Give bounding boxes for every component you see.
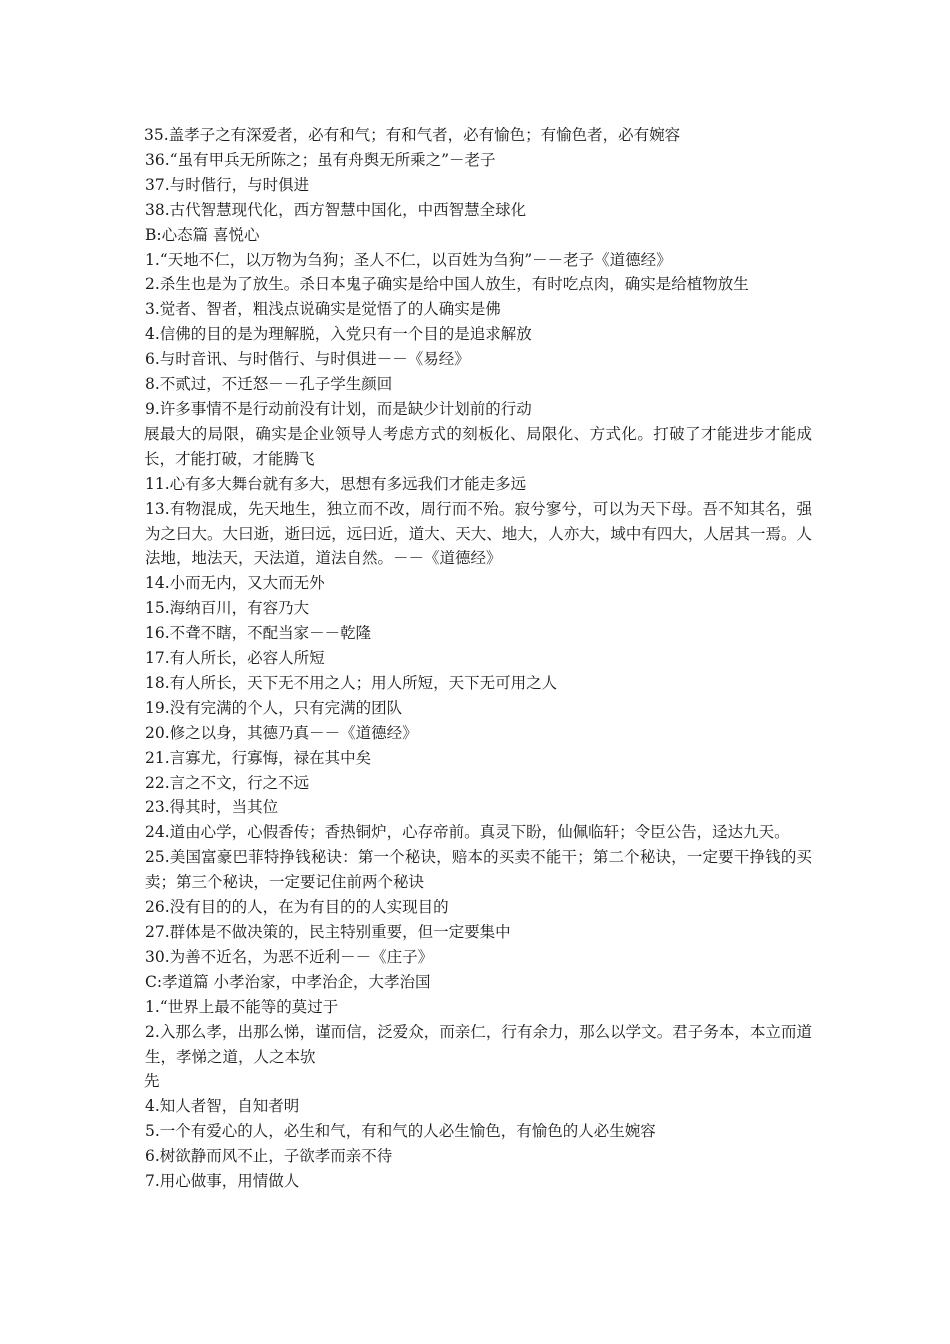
- text-line: 20.修之以身，其德乃真－－《道德经》: [145, 723, 418, 742]
- text-line: 7.用心做事，用情做人: [145, 1172, 300, 1191]
- text-paragraph: 24.道由心学，心假香传；香热铜炉，心存帝前。真灵下盼，仙佩临轩；令臣公告，迳达九天。: [145, 823, 790, 842]
- text-line: 2.杀生也是为了放生。杀日本鬼子确实是给中国人放生，有时吃点肉，确实是给植物放生: [145, 275, 749, 294]
- text-line: 11.心有多大舞台就有多大，思想有多远我们才能走多远: [145, 474, 527, 493]
- text-paragraph: 13.有物混成，先天地生，独立而不改，周行而不殆。寂兮寥兮，可以为天下母。吾不知其名，强为之曰大。大曰逝，逝曰远，远曰近，道大、天大、地大，人亦大，域中有四大，人居其一焉。人法地，地法天，天法道，道法自然。－－《道德经》: [145, 499, 812, 568]
- section-heading: C:孝道篇 小孝治家，中孝治企，大孝治国: [145, 972, 431, 991]
- text-paragraph: 2.入那么孝，出那么悌，谨而信，泛爱众，而亲仁，行有余力，那么以学文。君子务本，本立而道生，孝悌之道，人之本欤: [145, 1022, 812, 1066]
- text-paragraph: 25.美国富豪巴菲特挣钱秘诀：第一个秘诀，赔本的买卖不能干；第二个秘诀，一定要干挣钱的买卖；第三个秘诀，一定要记住前两个秘诀: [145, 848, 812, 892]
- text-line: 1.“世界上最不能等的莫过于: [145, 997, 339, 1016]
- text-line: 15.海纳百川，有容乃大: [145, 599, 310, 618]
- document-body: [144, 123, 812, 1194]
- text-line: 6.与时音讯、与时偕行、与时俱进－－《易经》: [145, 350, 470, 369]
- text-line: 22.言之不文，行之不远: [145, 773, 310, 792]
- text-line: 4.知人者智，自知者明: [145, 1097, 300, 1116]
- text-line: 9.许多事情不是行动前没有计划，而是缺少计划前的行动: [145, 399, 532, 418]
- text-line: 30.为善不近名，为恶不近利－－《庄子》: [145, 947, 434, 966]
- text-line: 36.“虽有甲兵无所陈之；虽有舟舆无所乘之”－老子: [145, 150, 496, 169]
- text-line: 35.盖孝子之有深爱者，必有和气；有和气者，必有愉色；有愉色者，必有婉容: [144, 126, 681, 144]
- text-paragraph: 展最大的局限，确实是企业领导人考虑方式的刻板化、局限化、方式化。打破了才能进步才能成长，才能打破，才能腾飞: [144, 424, 812, 468]
- text-line: 23.得其时，当其位: [145, 798, 279, 817]
- text-line: 17.有人所长，必容人所短: [145, 649, 325, 668]
- text-line: 16.不聋不瞎，不配当家－－乾隆: [145, 624, 372, 643]
- text-line: 18.有人所长，天下无不用之人；用人所短，天下无可用之人: [145, 673, 558, 692]
- text-line: 21.言寡尤，行寡悔，禄在其中矣: [145, 748, 372, 767]
- text-line: 4.信佛的目的是为理解脱，入党只有一个目的是追求解放: [145, 325, 532, 344]
- text-line: 1.“天地不仁，以万物为刍狗；圣人不仁，以百姓为刍狗”－－老子《道德经》: [145, 250, 672, 269]
- text-line: 38.古代智慧现代化，西方智慧中国化，中西智慧全球化: [145, 200, 527, 219]
- text-line: 先: [144, 1072, 160, 1091]
- text-line: 3.觉者、智者，粗浅点说确实是觉悟了的人确实是佛: [145, 300, 501, 319]
- text-line: 14.小而无内，又大而无外: [145, 574, 325, 593]
- text-line: 27.群体是不做决策的，民主特别重要，但一定要集中: [145, 923, 511, 941]
- section-heading: B:心态篇 喜悦心: [145, 225, 260, 244]
- text-line: 19.没有完满的个人，只有完满的团队: [145, 698, 403, 717]
- text-line: 8.不贰过，不迁怒－－孔子学生颜回: [145, 375, 393, 394]
- text-line: 5.一个有爱心的人，必生和气，有和气的人必生愉色，有愉色的人必生婉容: [145, 1122, 656, 1141]
- text-line: 6.树欲静而风不止，子欲孝而亲不待: [145, 1147, 393, 1166]
- text-line: 37.与时偕行，与时俱进: [145, 175, 310, 194]
- text-line: 26.没有目的的人，在为有目的的人实现目的: [145, 898, 449, 917]
